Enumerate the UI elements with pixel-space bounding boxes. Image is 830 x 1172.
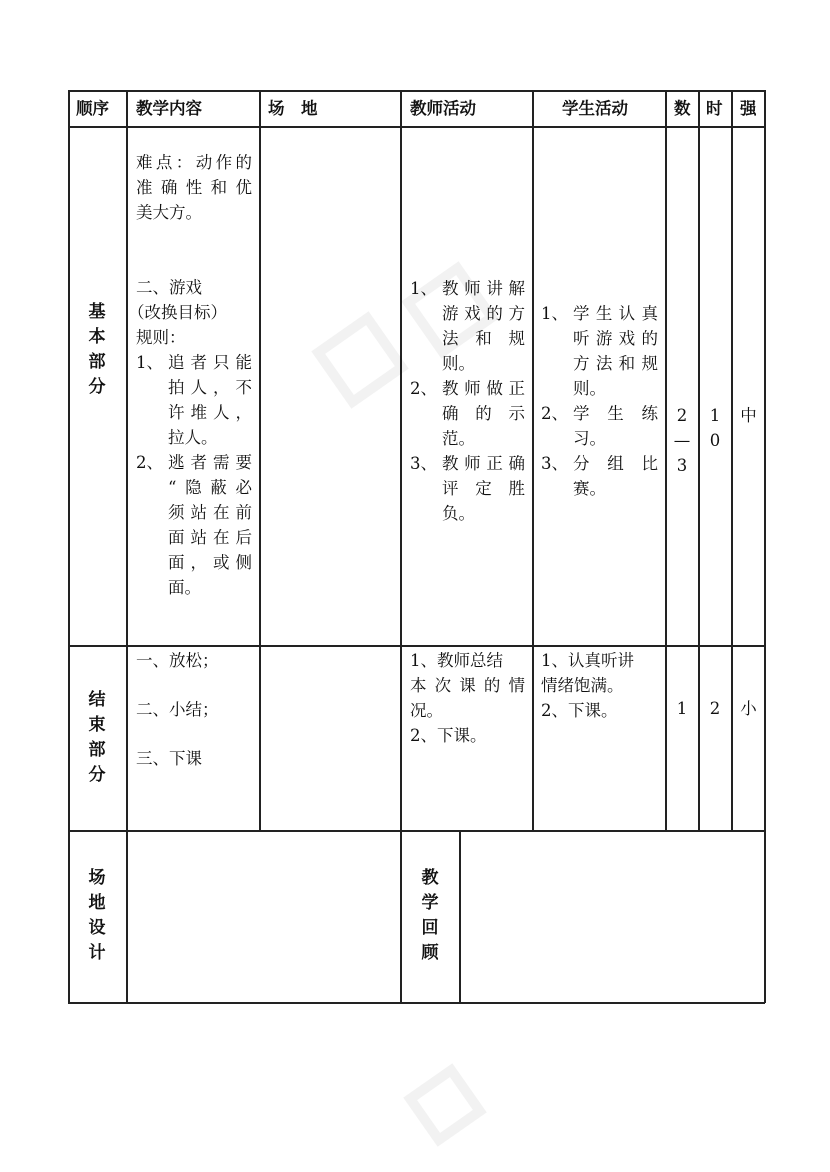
label-char: 顾	[421, 943, 439, 963]
item-line: 追者只能	[168, 353, 252, 372]
count-char: —	[673, 431, 691, 450]
item-line: 听游戏的	[573, 329, 658, 348]
item-number: 2、	[410, 379, 437, 398]
label-char: 场	[88, 868, 106, 888]
end-teacher-line: 1、教师总结	[410, 651, 503, 670]
end-content-line: 一、放松；	[136, 651, 219, 670]
header-intensity: 强	[740, 99, 757, 118]
item-line: 学生认真	[573, 304, 658, 323]
end-student-line: 1、认真听讲	[541, 651, 634, 670]
item-line: 确的示	[442, 404, 525, 423]
label-char: 地	[88, 893, 106, 913]
section-char: 束	[88, 715, 106, 735]
section-char: 部	[88, 740, 106, 760]
label-char: 教	[421, 868, 439, 888]
end-teacher-line: 本次课的情	[410, 676, 525, 695]
item-number: 1、	[541, 304, 568, 323]
game-title: 二、游戏	[136, 278, 202, 297]
time-char: 0	[709, 431, 721, 450]
item-line: 逃者需要	[168, 453, 252, 472]
end-student-line: 2、下课。	[541, 701, 618, 720]
item-line: 方法和规	[573, 354, 658, 373]
item-number: 1、	[410, 279, 437, 298]
item-number: 3、	[410, 454, 437, 473]
item-line: 许堆人，	[168, 403, 252, 422]
difficulty-line: 难点：动作的	[136, 153, 252, 172]
item-line: “隐蔽必	[168, 478, 252, 497]
header-time: 时	[706, 99, 723, 118]
section-char: 结	[88, 690, 106, 710]
item-line: 学生练	[573, 404, 658, 423]
item-line: 面。	[168, 578, 201, 597]
label-char: 回	[421, 918, 439, 938]
end-student-line: 情绪饱满。	[541, 676, 624, 695]
section-char: 分	[88, 765, 106, 785]
item-line: 面站在后	[168, 528, 252, 547]
rules-label: 规则：	[136, 328, 186, 347]
header-order: 顺序	[76, 99, 109, 118]
basic-intensity: 中	[740, 406, 757, 425]
item-line: 游戏的方	[442, 304, 525, 323]
header-teacher-activity: 教师活动	[410, 99, 476, 118]
end-content-line: 三、下课	[136, 749, 202, 768]
end-teacher-line: 2、下课。	[410, 726, 487, 745]
header-count: 数	[674, 99, 691, 118]
item-line: 法和规	[442, 329, 525, 348]
label-char: 学	[421, 893, 439, 913]
item-number: 2、	[541, 404, 568, 423]
item-line: 习。	[573, 429, 606, 448]
item-line: 范。	[442, 429, 475, 448]
difficulty-line: 美大方。	[136, 203, 202, 222]
item-line: 评定胜	[442, 479, 525, 498]
section-char: 部	[88, 352, 106, 372]
item-line: 则。	[573, 379, 606, 398]
item-number: 1、	[136, 353, 163, 372]
end-time: 2	[709, 699, 721, 718]
count-char: 2	[676, 406, 688, 425]
item-line: 面，或侧	[168, 553, 252, 572]
header-content: 教学内容	[136, 99, 202, 118]
section-char: 分	[88, 377, 106, 397]
end-teacher-line: 况。	[410, 701, 443, 720]
item-line: 赛。	[573, 479, 606, 498]
count-char: 3	[676, 456, 688, 475]
item-line: 则。	[442, 354, 475, 373]
item-number: 2、	[136, 453, 163, 472]
end-content-line: 二、小结；	[136, 700, 219, 719]
item-line: 教师做正	[442, 379, 525, 398]
item-line: 拉人。	[168, 428, 218, 447]
item-line: 教师正确	[442, 454, 525, 473]
end-intensity: 小	[740, 699, 757, 718]
label-char: 计	[88, 943, 106, 963]
section-char: 本	[88, 327, 106, 347]
end-count: 1	[676, 699, 688, 718]
item-line: 拍人，不	[168, 378, 252, 397]
game-subtitle: （改换目标）	[128, 303, 227, 322]
header-student-activity: 学生活动	[562, 99, 628, 118]
time-char: 1	[709, 406, 721, 425]
item-line: 负。	[442, 504, 475, 523]
label-char: 设	[88, 918, 106, 938]
item-line: 须站在前	[168, 503, 252, 522]
item-number: 3、	[541, 454, 568, 473]
item-line: 教师讲解	[442, 279, 525, 298]
difficulty-line: 准确性和优	[136, 178, 252, 197]
item-line: 分组比	[573, 454, 658, 473]
section-char: 基	[88, 302, 106, 322]
header-venue: 场 地	[268, 99, 318, 118]
